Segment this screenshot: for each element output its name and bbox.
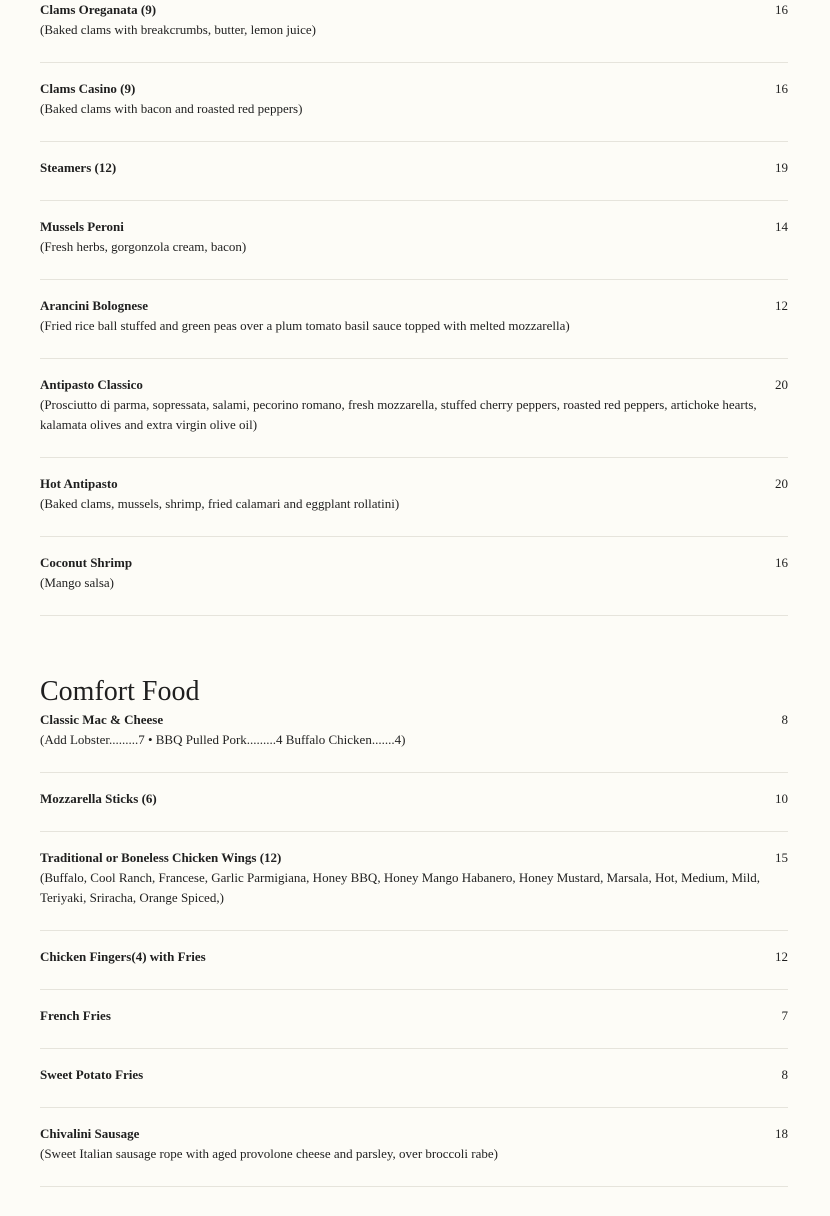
item-description: (Fried rice ball stuffed and green peas over a plum tomato basil sauce topped with melted mozzarella) xyxy=(40,318,570,333)
item-price: 15 xyxy=(775,850,788,865)
menu-item xyxy=(40,1108,788,1187)
item-name: Coconut Shrimp xyxy=(40,555,133,570)
item-name: Classic Mac & Cheese xyxy=(40,712,164,727)
menu-item xyxy=(40,0,788,63)
menu-item xyxy=(40,931,788,990)
item-price: 19 xyxy=(775,160,788,175)
menu-item xyxy=(40,458,788,537)
item-description: (Mango salsa) xyxy=(40,575,115,590)
item-name: Chivalini Sausage xyxy=(40,1126,140,1141)
item-name: Clams Casino (9) xyxy=(40,81,136,96)
menu-item xyxy=(40,990,788,1049)
item-price: 10 xyxy=(775,791,788,806)
item-description: (Buffalo, Cool Ranch, Francese, Garlic Parmigiana, Honey BBQ, Honey Mango Habanero, Honey Mustard, Marsala, Hot, Medium, Mild, Teriyaki, Sriracha, Orange Spiced,) xyxy=(40,870,761,905)
item-price: 8 xyxy=(781,1067,788,1082)
item-description: (Sweet Italian sausage rope with aged provolone cheese and parsley, over broccoli rabe) xyxy=(40,1146,498,1161)
item-description: (Add Lobster.........7 • BBQ Pulled Pork.........4 Buffalo Chicken.......4) xyxy=(40,732,406,747)
menu-item xyxy=(40,710,788,773)
menu-item xyxy=(40,201,788,280)
item-name: Traditional or Boneless Chicken Wings (12) xyxy=(40,850,282,865)
item-price: 14 xyxy=(775,219,788,234)
item-name: Steamers (12) xyxy=(40,160,117,175)
item-description: (Baked clams with breakcrumbs, butter, lemon juice) xyxy=(40,22,317,37)
menu-item xyxy=(40,832,788,931)
item-name: French Fries xyxy=(40,1008,111,1023)
appetizers-section xyxy=(40,0,788,616)
item-price: 16 xyxy=(775,2,788,17)
item-description: (Baked clams, mussels, shrimp, fried calamari and eggplant rollatini) xyxy=(40,496,400,511)
menu-item xyxy=(40,142,788,201)
item-name: Hot Antipasto xyxy=(40,476,118,491)
section-title: Comfort Food xyxy=(40,676,200,707)
comfort-food-section xyxy=(40,674,788,1187)
menu-list xyxy=(40,0,788,1187)
item-name: Mozzarella Sticks (6) xyxy=(40,791,157,806)
item-description: (Prosciutto di parma, sopressata, salami, pecorino romano, fresh mozzarella, stuffed cherry peppers, roasted red peppers, artichoke hearts, kalamata olives and extra virgin olive oil) xyxy=(40,397,757,432)
item-name: Arancini Bolognese xyxy=(40,298,148,313)
item-price: 20 xyxy=(775,476,788,491)
menu-item xyxy=(40,280,788,359)
item-price: 20 xyxy=(775,377,788,392)
item-name: Chicken Fingers(4) with Fries xyxy=(40,949,206,964)
item-price: 16 xyxy=(775,81,788,96)
menu-item xyxy=(40,1049,788,1108)
item-price: 16 xyxy=(775,555,788,570)
item-name: Mussels Peroni xyxy=(40,219,124,234)
item-name: Antipasto Classico xyxy=(40,377,143,392)
menu-item xyxy=(40,773,788,832)
item-name: Sweet Potato Fries xyxy=(40,1067,144,1082)
item-price: 18 xyxy=(775,1126,788,1141)
item-description: (Fresh herbs, gorgonzola cream, bacon) xyxy=(40,239,247,254)
menu-item xyxy=(40,537,788,616)
item-price: 12 xyxy=(775,949,788,964)
item-price: 8 xyxy=(781,712,788,727)
item-name: Clams Oreganata (9) xyxy=(40,2,157,17)
item-price: 12 xyxy=(775,298,788,313)
menu-item xyxy=(40,359,788,458)
item-price: 7 xyxy=(781,1008,788,1023)
menu-item xyxy=(40,63,788,142)
item-description: (Baked clams with bacon and roasted red peppers) xyxy=(40,101,303,116)
